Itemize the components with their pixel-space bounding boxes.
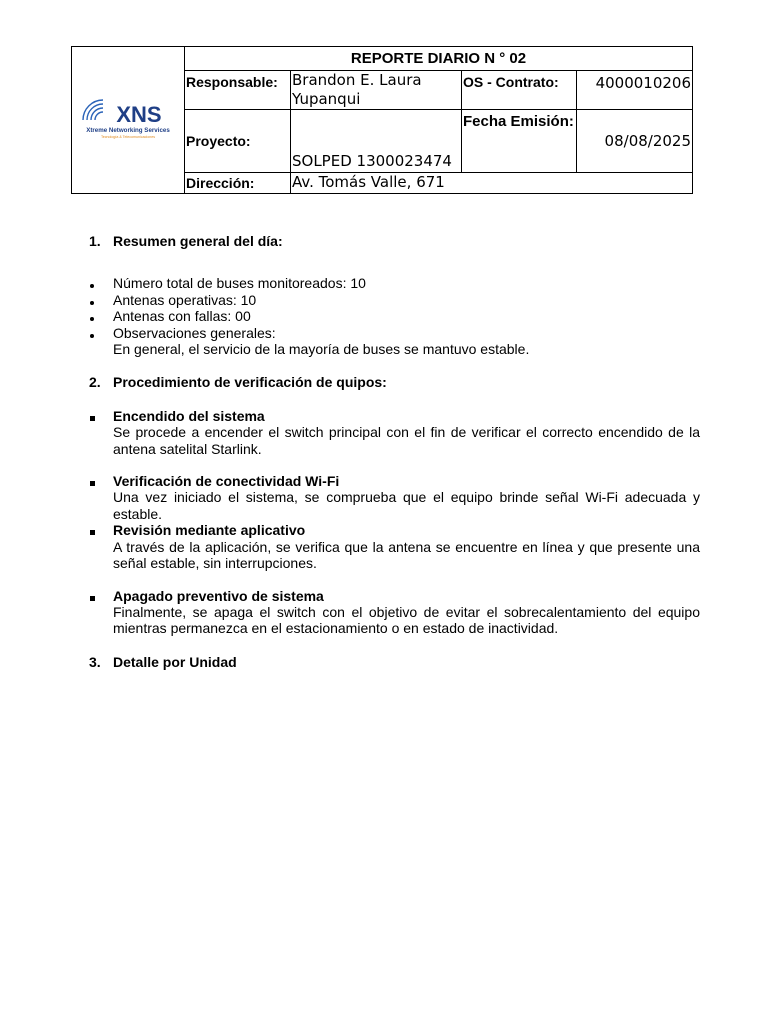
list-item: Antenas con fallas: 00	[89, 308, 700, 324]
procedure-text: Se procede a encender el switch principal con el fin de verificar el correcto encendido de la antena satelital Starlink.	[113, 424, 700, 457]
logo-cell	[72, 47, 185, 194]
section-1-title: Resumen general del día:	[113, 233, 283, 249]
bullet-icon	[90, 334, 94, 338]
observations-text-row	[89, 341, 700, 357]
square-bullet-icon	[90, 530, 95, 535]
contrato-value: 4000010206	[577, 71, 693, 110]
direccion-label: Dirección:	[185, 172, 291, 193]
procedure-item	[89, 588, 700, 637]
bullet-icon	[90, 301, 94, 305]
section-2-number: 2.	[89, 374, 101, 391]
procedure-text: Una vez iniciado el sistema, se comprueba que el equipo brinde señal Wi-Fi adecuada y estable.	[113, 489, 700, 522]
procedure-text: Finalmente, se apaga el switch con el objetivo de evitar el sobrecalentamiento del equipo mientras permanezca en el estacionamiento o en estado de inactividad.	[113, 603, 700, 637]
bullet-icon	[90, 317, 94, 321]
contrato-label: OS - Contrato:	[462, 71, 577, 110]
section-1-number: 1.	[89, 233, 101, 249]
section-2-title: Procedimiento de verificación de quipos:	[113, 374, 387, 391]
report-body	[89, 233, 700, 670]
procedure-title: Encendido del sistema	[113, 407, 265, 424]
direccion-value: Av. Tomás Valle, 671	[291, 172, 693, 193]
section-1-heading	[89, 233, 700, 249]
observations-text: En general, el servicio de la mayoría de buses se mantuvo estable.	[113, 341, 530, 358]
section-3-heading	[89, 654, 700, 670]
procedure-item	[89, 408, 700, 457]
square-bullet-icon	[90, 481, 95, 486]
section-3-number: 3.	[89, 653, 101, 670]
proyecto-label: Proyecto:	[185, 110, 291, 172]
procedure-item	[89, 522, 700, 571]
xns-logo	[81, 90, 175, 146]
fecha-value: 08/08/2025	[577, 110, 693, 172]
signal-waves-icon	[83, 100, 103, 120]
fecha-label: Fecha Emisión:	[462, 110, 577, 172]
report-header-table	[71, 46, 693, 194]
list-item: Antenas operativas: 10	[89, 292, 700, 308]
section-3-title: Detalle por Unidad	[113, 653, 237, 670]
procedure-item	[89, 473, 700, 522]
logo-tagline: Xtreme Networking Services	[86, 126, 170, 134]
report-title: REPORTE DIARIO N ° 02	[185, 47, 693, 71]
logo-text: XNS	[116, 101, 162, 127]
list-item: Número total de buses monitoreados: 10	[89, 275, 700, 291]
list-item: Observaciones generales:	[89, 325, 700, 341]
proyecto-value: SOLPED 1300023474	[291, 110, 462, 172]
responsable-value: Brandon E. Laura Yupanqui	[291, 71, 462, 110]
summary-list	[89, 275, 700, 357]
procedure-title: Verificación de conectividad Wi-Fi	[113, 473, 340, 490]
procedure-title: Apagado preventivo de sistema	[113, 587, 324, 604]
square-bullet-icon	[90, 596, 95, 601]
procedure-text: A través de la aplicación, se verifica que la antena se encuentre en línea y que presente una señal estable, sin interrupciones.	[113, 538, 700, 572]
responsable-label: Responsable:	[185, 71, 291, 110]
procedure-title: Revisión mediante aplicativo	[113, 522, 306, 539]
square-bullet-icon	[90, 416, 95, 421]
logo-subtagline: Tecnología & Telecomunicaciones	[100, 134, 156, 139]
section-2-heading	[89, 374, 700, 390]
bullet-icon	[90, 284, 94, 288]
